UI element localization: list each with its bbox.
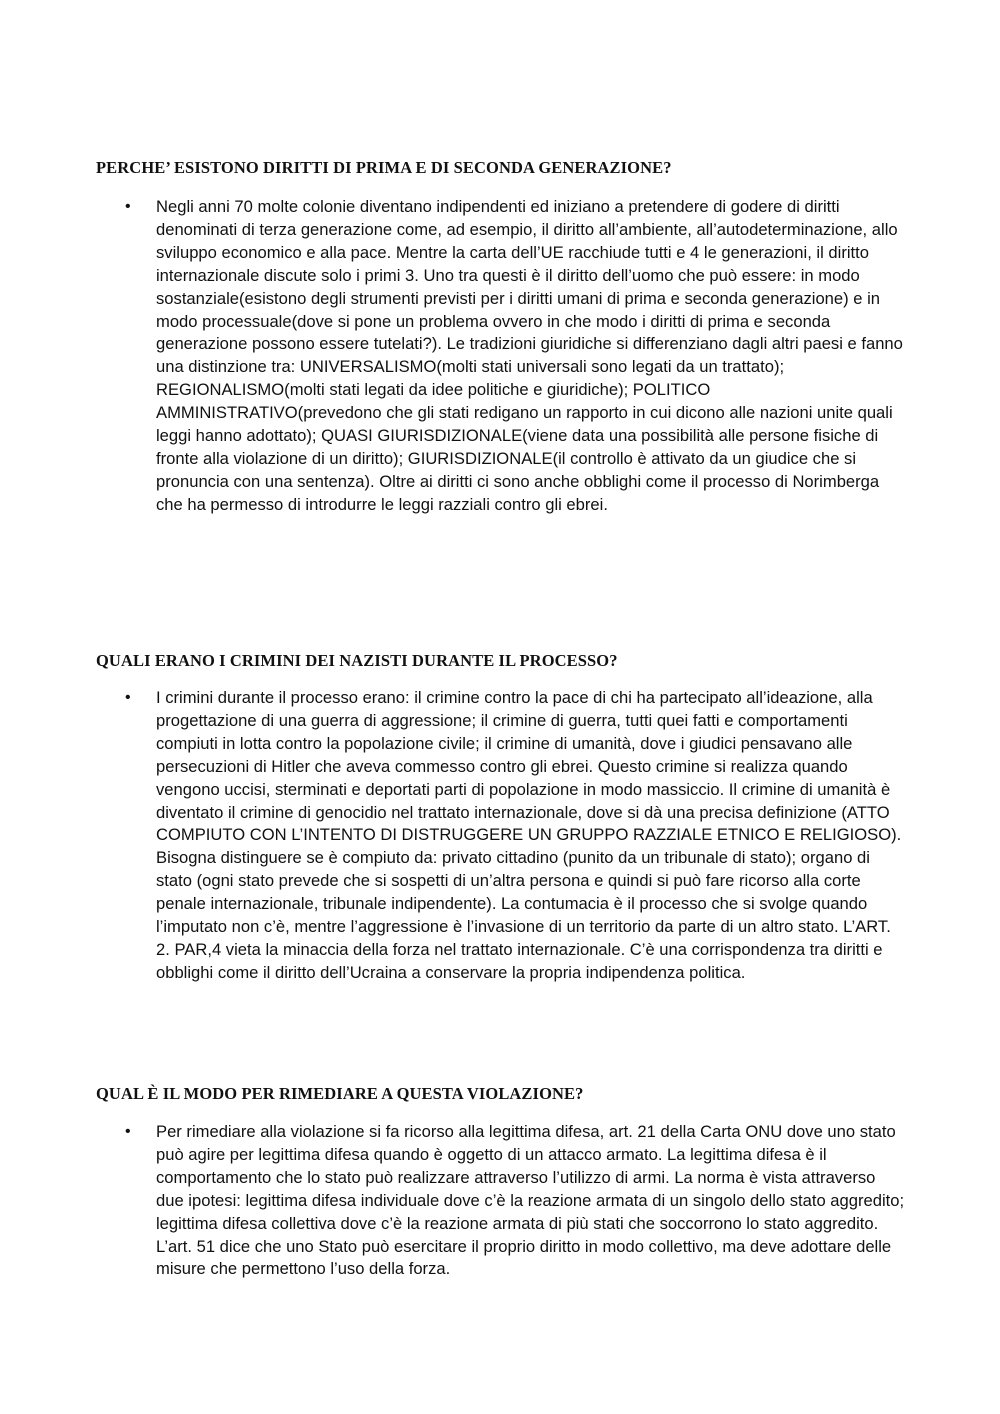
section-diritti-generazioni <box>96 158 916 517</box>
bullet-list <box>96 687 916 985</box>
paragraph-text: Negli anni 70 molte colonie diventano indipendenti ed iniziano a pretendere di godere di diritti denominati di terza generazione come, ad esempio, il diritto all’ambiente, all’autodeterminazione, allo sviluppo economico e alla pace. Mentre la carta dell’UE racchiude tutti e 4 le generazioni, il diritto internazionale discute solo i primi 3. Uno tra questi è il diritto dell’uomo che può essere: in modo sostanziale(esistono degli strumenti previsti per i diritti umani di prima e seconda generazione) e in modo processuale(dove si pone un problema ovvero in che modo i diritti di prima e seconda generazione possono essere tutelati?). Le tradizioni giuridiche si differenziano dagli altri paesi e fanno una distinzione tra: UNIVERSALISMO(molti stati universali sono legati da un trattato); REGIONALISMO(molti stati legati da idee politiche e giuridiche); POLITICO AMMINISTRATIVO(prevedono che gli stati redigano un rapporto in cui dicono alle nazioni unite quali leggi hanno adottato); QUASI GIURISDIZIONALE(viene data una possibilità alle persone fisiche di fronte alla violazione di un diritto); GIURISDIZIONALE(il controllo è attivato da un giudice che si pronuncia con una sentenza). Oltre ai diritti ci sono anche obblighi come il processo di Norimberga che ha permesso di introdurre le leggi razziali contro gli ebrei. <box>156 197 903 514</box>
section-crimini-nazisti <box>96 651 916 985</box>
paragraph-text: Per rimediare alla violazione si fa ricorso alla legittima difesa, art. 21 della Carta ONU dove uno stato può agire per legittima difesa quando è oggetto di un attacco armato. La legittima difesa è il comportamento che lo stato può realizzare attraverso l’utilizzo di armi. La norma è vista attraverso due ipotesi: legittima difesa individuale dove c’è la reazione armata di un singolo dello stato aggredito; legittima difesa collettiva dove c’è la reazione armata di più stati che soccorrono lo stato aggredito. L’art. 51 dice che uno Stato può esercitare il proprio diritto in modo collettivo, ma deve adottare delle misure che permettono l’uso della forza. <box>156 1122 905 1279</box>
bullet-icon: • <box>125 689 131 706</box>
section-rimedio-violazione <box>96 1084 916 1281</box>
bullet-list <box>96 1121 916 1281</box>
list-item <box>96 687 916 985</box>
bullet-list <box>96 196 916 517</box>
list-item <box>96 1121 916 1281</box>
section-heading: PERCHE’ ESISTONO DIRITTI DI PRIMA E DI SECONDA GENERAZIONE? <box>96 158 672 177</box>
bullet-icon: • <box>125 1123 131 1140</box>
section-heading: QUAL È IL MODO PER RIMEDIARE A QUESTA VIOLAZIONE? <box>96 1084 584 1103</box>
bullet-icon: • <box>125 198 131 215</box>
list-item <box>96 196 916 517</box>
paragraph-text: I crimini durante il processo erano: il crimine contro la pace di chi ha partecipato all’ideazione, alla progettazione di una guerra di aggressione; il crimine di guerra, tutti quei fatti e comportamenti compiuti in lotta contro la popolazione civile; il crimine di umanità, dove i giudici pensavano alle persecuzioni di Hitler che aveva commesso contro gli ebrei. Questo crimine si realizza quando vengono uccisi, sterminati e deportati parti di popolazione in modo massiccio. Il crimine di umanità è diventato il crimine di genocidio nel trattato internazionale, dove si dà una precisa definizione (ATTO COMPIUTO CON L’INTENTO DI DISTRUGGERE UN GRUPPO RAZZIALE ETNICO E RELIGIOSO). Bisogna distinguere se è compiuto da: privato cittadino (punito da un tribunale di stato); organo di stato (ogni stato prevede che si sospetti di un’altra persona e quindi si può fare ricorso alla corte penale internazionale, tribunale indipendente). La contumacia è il processo che si svolge quando l’imputato non c’è, mentre l’aggressione è l’invasione di un territorio da parte di un altro stato. L’ART. 2. PAR,4 vieta la minaccia della forza nel trattato internazionale. C’è una corrispondenza tra diritti e obblighi come il diritto dell’Ucraina a conservare la propria indipendenza politica. <box>156 688 902 982</box>
section-heading: QUALI ERANO I CRIMINI DEI NAZISTI DURANTE IL PROCESSO? <box>96 651 618 670</box>
